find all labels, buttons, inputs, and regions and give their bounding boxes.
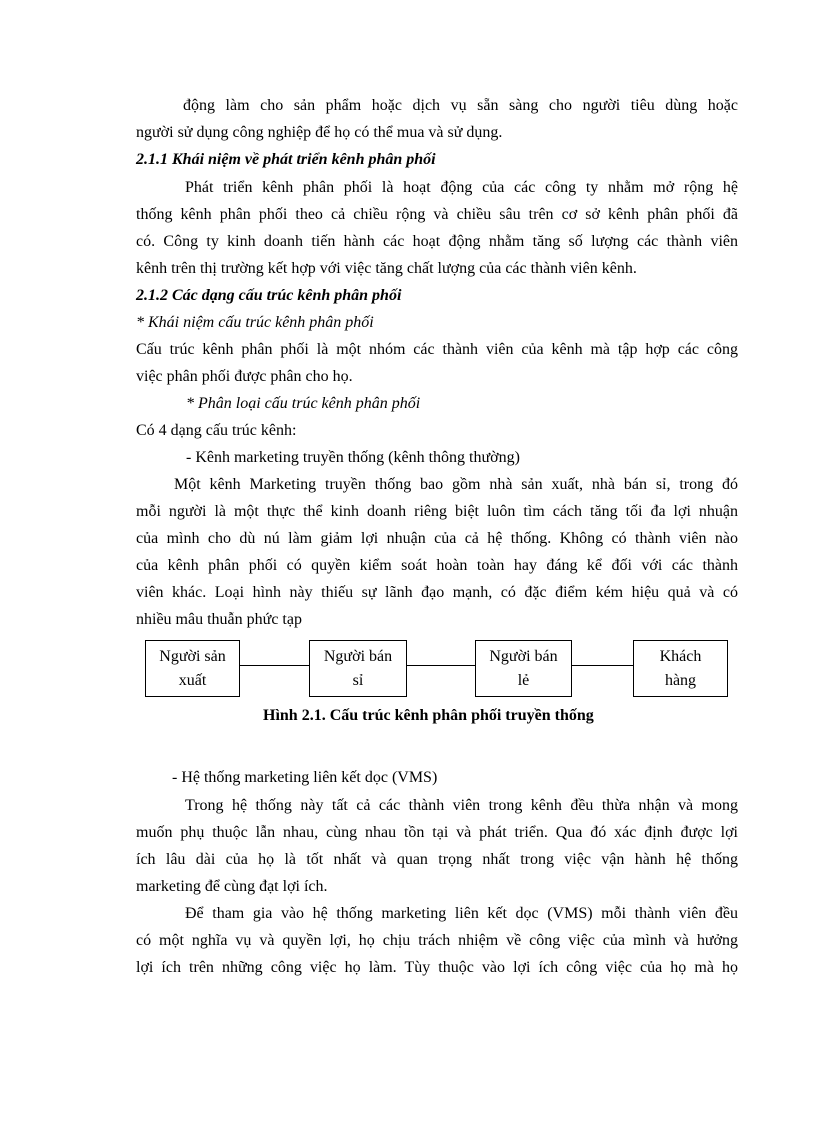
body-text-line: việc phân phối được phân cho họ. bbox=[136, 368, 353, 385]
body-text-line: người sử dụng công nghiệp để họ có thể mua và sử dụng. bbox=[136, 124, 503, 141]
diagram-box-customer bbox=[633, 640, 728, 697]
body-text-line: kênh trên thị trường kết hợp với việc tăng chất lượng của các thành viên kênh. bbox=[136, 260, 637, 277]
box-label: Người bán bbox=[323, 647, 393, 665]
diagram-box-producer bbox=[145, 640, 240, 697]
body-text-line: Cấu trúc kênh phân phối là một nhóm các thành viên của kênh mà tập hợp các công bbox=[136, 341, 738, 358]
body-text-line: Một kênh Marketing truyền thống bao gồm nhà sản xuất, nhà bán sỉ, trong đó bbox=[174, 476, 738, 493]
section-heading-2-1-1: 2.1.1 Khái niệm về phát triển kênh phân phối bbox=[136, 151, 436, 168]
diagram-box-retailer bbox=[475, 640, 572, 697]
figure-caption: Hình 2.1. Cấu trúc kênh phân phối truyền thống bbox=[263, 707, 594, 724]
body-text-line: có. Công ty kinh doanh tiến hành các hoạt động nhằm tăng số lượng các thành viên bbox=[136, 233, 738, 250]
body-text-line: có một nghĩa vụ và quyền lợi, họ chịu trách nhiệm về công việc của mình và hưởng bbox=[136, 932, 738, 949]
diagram-connector bbox=[407, 665, 475, 666]
body-text-line: muốn phụ thuộc lẫn nhau, cùng nhau tồn tại và phát triển. Qua đó xác định được lợi bbox=[136, 824, 738, 841]
body-text-line: ích lâu dài của họ là tốt nhất và quan trọng nhất trong việc vận hành hệ thống bbox=[136, 851, 738, 868]
box-label: sỉ bbox=[352, 671, 364, 689]
body-text-line: của mình cho dù nú làm giảm lợi nhuận của cả hệ thống. Không có thành viên nào bbox=[136, 530, 738, 547]
subheading-concept: * Khái niệm cấu trúc kênh phân phối bbox=[136, 314, 374, 331]
body-text-line: marketing để cùng đạt lợi ích. bbox=[136, 878, 328, 895]
box-label: xuất bbox=[178, 671, 207, 689]
body-text-line: lợi ích trên những công việc họ làm. Tùy thuộc vào lợi ích công việc của họ mà họ bbox=[136, 959, 738, 976]
box-label: Khách bbox=[659, 647, 702, 665]
body-text-line: Trong hệ thống này tất cả các thành viên trong kênh đều thừa nhận và mong bbox=[185, 797, 738, 814]
section-heading-2-1-2: 2.1.2 Các dạng cấu trúc kênh phân phối bbox=[136, 287, 402, 304]
box-label: Người sản bbox=[159, 647, 226, 665]
diagram-connector bbox=[240, 665, 309, 666]
body-text-line: của kênh phân phối có quyền kiểm soát hoàn toàn hay đáng kể đối với các thành bbox=[136, 557, 738, 574]
diagram-connector bbox=[572, 665, 633, 666]
body-text-line: viên khác. Loại hình này thiếu sự lãnh đạo mạnh, có đặc điểm kém hiệu quả và có bbox=[136, 584, 738, 601]
diagram-box-wholesaler bbox=[309, 640, 407, 697]
subheading-classification: * Phân loại cấu trúc kênh phân phối bbox=[186, 395, 421, 412]
body-text-line: Để tham gia vào hệ thống marketing liên kết dọc (VMS) mỗi thành viên đều bbox=[185, 905, 738, 922]
list-item-vms: - Hệ thống marketing liên kết dọc (VMS) bbox=[172, 769, 438, 786]
body-text-line: động làm cho sản phẩm hoặc dịch vụ sẵn sàng cho người tiêu dùng hoặc bbox=[183, 97, 738, 114]
box-label: lẻ bbox=[517, 671, 530, 689]
list-item-traditional: - Kênh marketing truyền thống (kênh thông thường) bbox=[186, 449, 520, 466]
box-label: hàng bbox=[664, 671, 697, 689]
body-text-line: nhiều mâu thuẫn phức tạp bbox=[136, 611, 302, 628]
body-text-line: thống kênh phân phối theo cả chiều rộng và chiều sâu trên cơ sở kênh phân phối đã bbox=[136, 206, 738, 223]
box-label: Người bán bbox=[489, 647, 558, 665]
body-text-line: Phát triển kênh phân phối là hoạt động của các công ty nhằm mở rộng hệ bbox=[185, 179, 738, 196]
body-text-line: Có 4 dạng cấu trúc kênh: bbox=[136, 422, 297, 439]
body-text-line: mỗi người là một thực thể kinh doanh riêng biệt luôn tìm cách tăng tối đa lợi nhuận bbox=[136, 503, 738, 520]
